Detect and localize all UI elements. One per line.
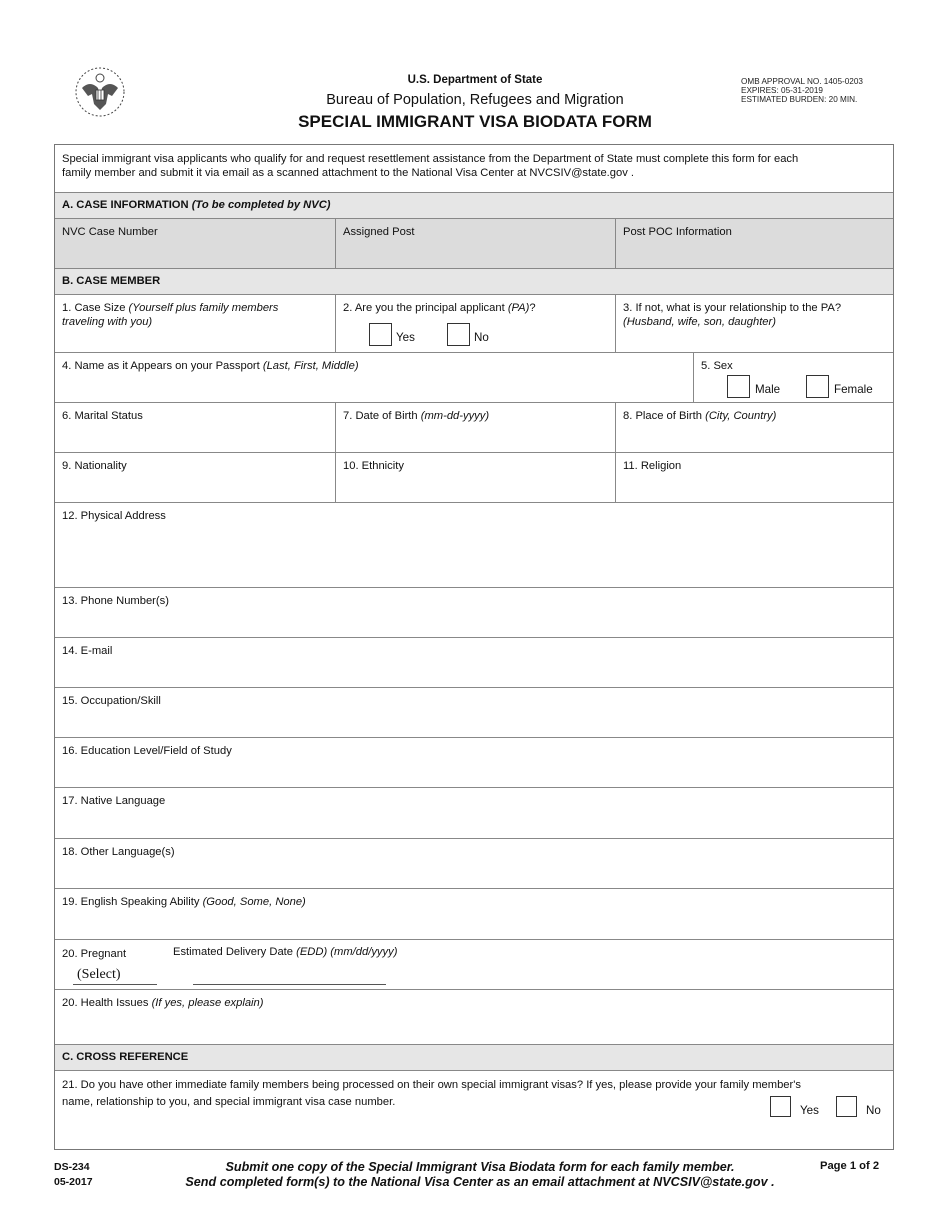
sex-male-checkbox[interactable] — [727, 375, 750, 398]
assigned-post-label: Assigned Post — [343, 226, 415, 238]
passport-name-field[interactable] — [55, 353, 693, 402]
marital-status-field[interactable] — [55, 403, 335, 452]
english-ability-label: 19. English Speaking Ability — [62, 896, 200, 908]
section-b-title: B. CASE MEMBER — [62, 275, 161, 287]
pa-yes-label: Yes — [396, 331, 415, 344]
post-poc-field[interactable] — [615, 219, 893, 268]
row-q1-q3 — [55, 295, 893, 353]
phone-number-label: 13. Phone Number(s) — [62, 595, 169, 607]
relationship-field[interactable] — [615, 295, 893, 352]
pa-label: 2. Are you the principal applicant — [343, 302, 505, 314]
pregnant-select[interactable]: (Select) — [77, 967, 121, 982]
form-title: SPECIAL IMMIGRANT VISA BIODATA FORM — [298, 112, 652, 131]
nationality-label: 9. Nationality — [62, 460, 127, 472]
row-q6-q8 — [55, 403, 893, 453]
ethnicity-label: 10. Ethnicity — [343, 460, 404, 472]
intro-line-2: family member and submit it via email as a scanned attachment to the National Visa Center at NVCSIV@state.gov . — [62, 167, 635, 179]
education-label: 16. Education Level/Field of Study — [62, 745, 232, 757]
cross-reference-field[interactable] — [55, 1071, 893, 1149]
biodata-form — [54, 144, 894, 1150]
religion-field[interactable] — [615, 453, 893, 502]
email-label: 14. E-mail — [62, 645, 113, 657]
pa-yes-checkbox[interactable] — [369, 323, 392, 346]
omb-approval-block — [741, 77, 863, 104]
phone-number-field[interactable] — [55, 588, 893, 638]
occupation-label: 15. Occupation/Skill — [62, 695, 161, 707]
edd-input[interactable] — [193, 984, 386, 985]
edd-note: (EDD) (mm/dd/yyyy) — [296, 946, 398, 958]
pregnant-label: 20. Pregnant — [62, 948, 127, 960]
pa-note: (PA) — [507, 302, 530, 314]
email-field[interactable] — [55, 638, 893, 688]
physical-address-field[interactable] — [55, 503, 893, 588]
section-a-header — [55, 193, 893, 219]
sex-female-checkbox[interactable] — [806, 375, 829, 398]
omb-burden: ESTIMATED BURDEN: 20 MIN. — [741, 95, 858, 104]
bureau-name: Bureau of Population, Refugees and Migration — [326, 92, 624, 108]
relationship-label: 3. If not, what is your relationship to the PA? — [623, 302, 842, 314]
intro-line-1: Special immigrant visa applicants who qualify for and request resettlement assistance from the Department of State must complete this form for each — [62, 153, 799, 165]
nationality-field[interactable] — [55, 453, 335, 502]
q21-yes-checkbox[interactable] — [770, 1096, 791, 1117]
place-of-birth-field[interactable] — [615, 403, 893, 452]
form-date: 05-2017 — [54, 1176, 93, 1188]
intro-text — [55, 145, 893, 193]
sex-field — [693, 353, 893, 402]
post-poc-label: Post POC Information — [623, 226, 732, 238]
section-a-note: (To be completed by NVC) — [191, 199, 331, 211]
pa-no-checkbox[interactable] — [447, 323, 470, 346]
q21-line-2: name, relationship to you, and special immigrant visa case number. — [62, 1096, 396, 1108]
physical-address-label: 12. Physical Address — [62, 510, 166, 522]
nvc-case-number-label: NVC Case Number — [62, 226, 158, 238]
english-ability-field[interactable] — [55, 889, 893, 940]
pa-no-label: No — [474, 331, 489, 344]
row-q9-q11 — [55, 453, 893, 503]
case-size-field[interactable] — [55, 295, 335, 352]
dob-label: 7. Date of Birth — [343, 410, 418, 422]
section-a-title: A. CASE INFORMATION — [62, 199, 189, 211]
q21-line-1: 21. Do you have other immediate family members being processed on their own special immigrant visas? If yes, please provide your family member's — [62, 1079, 801, 1091]
ethnicity-field[interactable] — [335, 453, 615, 502]
pa-suffix: ? — [529, 302, 536, 314]
pob-label: 8. Place of Birth — [623, 410, 702, 422]
principal-applicant-field — [335, 295, 615, 352]
native-language-label: 17. Native Language — [62, 795, 166, 807]
other-languages-label: 18. Other Language(s) — [62, 846, 175, 858]
row-q4-q5 — [55, 353, 893, 403]
department-name: U.S. Department of State — [407, 74, 543, 86]
sex-male-label: Male — [755, 383, 781, 396]
footer-instructions — [120, 1160, 840, 1190]
q21-no-checkbox[interactable] — [836, 1096, 857, 1117]
health-issues-field[interactable] — [55, 990, 893, 1045]
native-language-field[interactable] — [55, 788, 893, 839]
passport-name-label: 4. Name as it Appears on your Passport — [62, 360, 260, 372]
education-field[interactable] — [55, 738, 893, 788]
health-issues-label: 20. Health Issues — [62, 997, 149, 1009]
section-b-header — [55, 269, 893, 295]
marital-status-label: 6. Marital Status — [62, 410, 143, 422]
relationship-note: (Husband, wife, son, daughter) — [623, 316, 776, 328]
section-c-title: C. CROSS REFERENCE — [62, 1051, 189, 1063]
form-number: DS-234 — [54, 1161, 90, 1173]
sex-label: 5. Sex — [701, 360, 733, 372]
nvc-case-number-field[interactable] — [55, 219, 335, 268]
english-ability-note: (Good, Some, None) — [202, 896, 306, 908]
q21-no-label: No — [866, 1104, 881, 1117]
page-number: Page 1 of 2 — [820, 1160, 880, 1172]
omb-number: OMB APPROVAL NO. 1405-0203 — [741, 77, 863, 86]
case-size-label: 1. Case Size — [62, 302, 126, 314]
footer-line-2: Send completed form(s) to the National Visa Center as an email attachment at NVCSIV@state.gov . — [185, 1175, 775, 1189]
case-size-note: (Yourself plus family members — [128, 302, 279, 314]
form-number-block — [54, 1160, 93, 1190]
sex-female-label: Female — [834, 383, 873, 396]
passport-name-note: (Last, First, Middle) — [262, 360, 359, 372]
pob-note: (City, Country) — [705, 410, 777, 422]
edd-label: Estimated Delivery Date — [173, 946, 293, 958]
occupation-field[interactable] — [55, 688, 893, 738]
religion-label: 11. Religion — [623, 460, 682, 472]
assigned-post-field[interactable] — [335, 219, 615, 268]
other-languages-field[interactable] — [55, 839, 893, 889]
section-c-header — [55, 1045, 893, 1071]
pregnant-select-underline — [73, 984, 157, 985]
case-information-row — [55, 219, 893, 269]
date-of-birth-field[interactable] — [335, 403, 615, 452]
health-issues-note: (If yes, please explain) — [151, 997, 264, 1009]
case-size-note-2: traveling with you) — [62, 316, 153, 328]
dob-note: (mm-dd-yyyy) — [420, 410, 490, 422]
q21-yes-label: Yes — [800, 1104, 819, 1117]
footer-line-1: Submit one copy of the Special Immigrant Visa Biodata form for each family member. — [225, 1160, 735, 1174]
omb-expires: EXPIRES: 05-31-2019 — [741, 86, 823, 95]
pregnant-row — [55, 940, 893, 990]
